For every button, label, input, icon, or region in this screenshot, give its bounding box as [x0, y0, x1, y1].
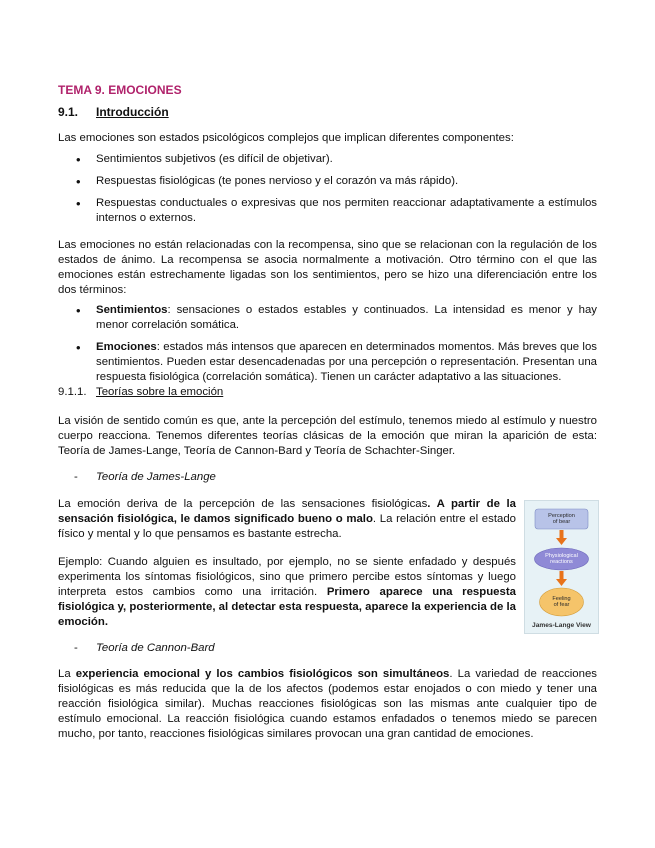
diagram-caption: James-Lange View — [532, 622, 591, 629]
section-heading — [58, 105, 169, 119]
arrow-down-icon — [556, 579, 567, 586]
subsection-number: 9.1.1. — [58, 386, 87, 398]
chapter-title: TEMA 9. EMOCIONES — [58, 83, 182, 97]
bullet-icon: • — [76, 340, 81, 355]
bullet-icon: • — [76, 152, 81, 167]
theory-james-lange-heading: - Teoría de James-Lange — [74, 471, 216, 483]
arrow-down-icon — [560, 571, 564, 580]
term-name: Sentimientos — [96, 304, 168, 316]
intro-paragraph: Las emociones son estados psicológicos complejos que implican diferentes componentes: — [58, 132, 514, 144]
bullet-icon: • — [76, 303, 81, 318]
theories-paragraph: La visión de sentido común es que, ante la percepción del estímulo, tenemos miedo al estímulo y nuestro cuerpo reacciona. Tenemos diferentes teorías clásicas de la emoción que miran la aparición de esta: Teoría de James-Lange, Teoría de Cannon-Bard y Teoría de Schachter-Singer. — [58, 415, 597, 457]
subsection-label: Teorías sobre la emoción — [96, 386, 224, 398]
perception-label: Perception of bear — [548, 513, 575, 525]
physiological-label: Physiological reactions — [545, 553, 578, 565]
section-number: 9.1. — [58, 105, 79, 119]
section-label: Introducción — [96, 105, 169, 119]
bullet-icon: • — [76, 174, 81, 189]
bullet-icon: • — [76, 196, 81, 211]
list-item: • Sentimientos: sensaciones o estados estables y continuados. La intensidad es menor y hay menor correlación somática. — [76, 303, 597, 331]
list-item: • Emociones: estados más intensos que aparecen en determinados momentos. Más breves que los sentimientos. Pueden estar desencadenadas por una percepción o representación. Presentan una respuesta fisiológica (correlación somática). Tienen un carácter adaptativo a las situaciones. — [76, 340, 597, 383]
theory-cannon-bard-heading: - Teoría de Cannon-Bard — [74, 642, 215, 654]
list-item: • Respuestas fisiológicas (te pones nervioso y el corazón va más rápido). — [76, 174, 459, 189]
reward-paragraph: Las emociones no están relacionadas con la recompensa, sino que se relacionan con la regulación de los estados de ánimo. La recompensa se asocia normalmente a motivación. Otro término con el que las emociones están estrechamente ligadas son los sentimientos, pero se hizo una diferenciación entre los dos términos: — [58, 239, 597, 296]
terms-list — [58, 303, 597, 385]
term-name: Emociones — [96, 341, 157, 353]
subsection-heading — [58, 386, 223, 398]
james-lange-paragraph: La emoción deriva de la percepción de las sensaciones fisiológicas. A partir de la sensación fisiológica, le damos significado bueno o malo. La relación entre el estado físico y mental y lo que pensamos es bastante estrecha. — [58, 498, 516, 540]
james-lange-diagram — [524, 500, 599, 634]
fear-label: Feeling of fear — [552, 596, 571, 608]
list-item: • Sentimientos subjetivos (es difícil de objetivar). — [76, 152, 333, 167]
list-item: • Respuestas conductuales o expresivas que nos permiten reaccionar adaptativamente a estímulos internos o externos. — [76, 196, 597, 224]
example-paragraph: Ejemplo: Cuando alguien es insultado, por ejemplo, no se siente enfadado y después experimenta los síntomas fisiológicos, sino que primero percibe estos síntomas y luego interpreta estos cambios como una irritación. Primero aparece una respuesta fisiológica y, posteriormente, al detectar esta respuesta, aparece la experiencia de la emoción. — [58, 556, 516, 628]
components-list — [58, 152, 597, 226]
arrow-down-icon — [560, 530, 564, 539]
cannon-bard-paragraph: La experiencia emocional y los cambios fisiológicos son simultáneos. La variedad de reacciones fisiológicas es más reducida que la de los afectos (podemos estar enojados o con miedo y tener una reacción fisiológica similar). Muchas reacciones fisiológicas son las mismas ante cualquier tipo de estímulo emocional. La reacción fisiológica cuando estamos enfadados o tenemos miedo se parecen mucho, por tanto, reacciones fisiológicas similares provocan una gran cantidad de emociones. — [58, 668, 598, 740]
arrow-down-icon — [556, 538, 567, 545]
